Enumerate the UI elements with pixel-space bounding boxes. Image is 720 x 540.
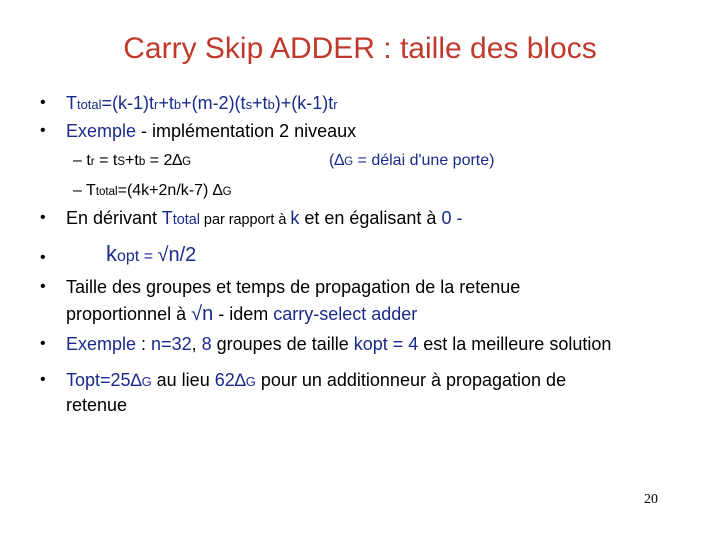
slide-title: Carry Skip ADDER : taille des blocs xyxy=(123,32,597,65)
n-value: n=32 xyxy=(151,334,192,354)
carry-select-adder: carry-select adder xyxy=(273,304,418,324)
formula-sub: r xyxy=(154,97,159,112)
sub-sub: S xyxy=(117,156,126,168)
topt-term xyxy=(66,370,152,390)
bullet-marker: • xyxy=(40,122,46,139)
kopt-value: √n/2 xyxy=(157,244,197,266)
bullet-text-part: et en égalisant à xyxy=(299,208,442,228)
subitem-text xyxy=(73,150,191,173)
bullet-text-part: : xyxy=(136,334,152,354)
kopt-eq: = xyxy=(139,248,158,265)
bullet-text-part: est la meilleure solution xyxy=(418,334,612,354)
ripple-value: 62 xyxy=(214,370,235,390)
sub-part: ( xyxy=(329,152,335,169)
delta-symbol: ∆ xyxy=(172,152,183,169)
bullet-text xyxy=(66,333,611,355)
sub-sub: G xyxy=(182,156,192,168)
bullet-text-line2 xyxy=(66,303,417,325)
formula-part: )+(k-1)t xyxy=(274,93,334,113)
exemple-label: Exemple xyxy=(66,334,137,354)
exemple-label: Exemple xyxy=(66,121,137,141)
bullet-text-part: - implémentation 2 niveaux xyxy=(136,121,357,141)
bullet-text xyxy=(66,120,356,142)
sub-sub: r xyxy=(90,156,95,168)
delta-symbol: ∆ xyxy=(212,182,223,199)
formula-sub: r xyxy=(333,97,338,112)
sub-part: – T xyxy=(73,182,96,199)
formula-sub: b xyxy=(173,97,182,112)
bullet-text-part: par rapport à xyxy=(199,212,291,228)
k-variable: k xyxy=(290,208,300,228)
sub-sub: G xyxy=(344,156,354,168)
bullet-marker: • xyxy=(40,94,46,111)
bullet-text-part: - idem xyxy=(213,304,274,324)
sub-part: =(4k+2n/k-7) xyxy=(117,182,213,199)
bullet-marker: • xyxy=(40,209,46,226)
topt-sub: G xyxy=(141,374,152,389)
delai-porte-note xyxy=(329,150,494,173)
kopt-sub: opt xyxy=(117,248,140,265)
sub-part: = t xyxy=(94,152,118,169)
ripple-sub: G xyxy=(245,374,256,389)
bullet-text xyxy=(66,369,566,393)
sub-part: = 2 xyxy=(145,152,173,169)
bullet-text-part: En dérivant xyxy=(66,208,162,228)
formula-part: +(m-2)(t xyxy=(181,93,246,113)
bullet-marker: • xyxy=(40,371,46,388)
formula-sub: total xyxy=(77,97,102,112)
sub-part: = délai d'une porte) xyxy=(353,152,495,169)
formula-part: =(k-1)t xyxy=(101,93,154,113)
sqrt-n: √n xyxy=(191,303,214,325)
bullet-marker: • xyxy=(40,278,46,295)
page-number: 20 xyxy=(644,492,658,507)
bullet-text-line1: Taille des groupes et temps de propagation de la retenue xyxy=(66,277,521,297)
zero-value: 0 - xyxy=(441,208,463,228)
ttotal-sub: total xyxy=(172,212,200,228)
sub-sub: b xyxy=(138,156,146,168)
bullet-text-part: pour un additionneur à propagation de xyxy=(255,370,567,390)
ripple-term xyxy=(215,370,256,390)
sub-sub: G xyxy=(222,186,232,198)
bullet-marker: • xyxy=(40,335,46,352)
formula-sub: b xyxy=(267,97,275,112)
sub-part: +t xyxy=(125,152,139,169)
delta-symbol: ∆ xyxy=(130,370,142,390)
subitem-text xyxy=(73,180,232,203)
bullet-text-part: , xyxy=(191,334,202,354)
formula-text xyxy=(66,92,338,116)
group-count: 8 xyxy=(201,334,212,354)
delta-symbol: ∆ xyxy=(234,370,246,390)
bullet-text-part: au lieu xyxy=(151,370,215,390)
bullet-text-part: groupes de taille xyxy=(211,334,354,354)
sub-sub: total xyxy=(95,186,118,198)
bullet-text-part: proportionnel à xyxy=(66,304,192,324)
bullet-marker: • xyxy=(40,249,46,266)
kopt-k: k xyxy=(106,241,117,266)
delta-symbol: ∆ xyxy=(334,152,345,169)
sub-part: – t xyxy=(73,152,91,169)
topt-text: Topt=25 xyxy=(66,370,131,390)
formula-part: T xyxy=(66,93,77,113)
kopt-value: kopt = 4 xyxy=(353,334,419,354)
ttotal-term xyxy=(162,208,200,228)
bullet-text-line2: retenue xyxy=(66,395,128,415)
kopt-formula xyxy=(106,243,196,268)
formula-part: +t xyxy=(252,93,268,113)
ttotal-t: T xyxy=(161,208,173,228)
bullet-text xyxy=(66,207,462,231)
formula-part: +t xyxy=(158,93,174,113)
formula-sub: s xyxy=(245,97,253,112)
